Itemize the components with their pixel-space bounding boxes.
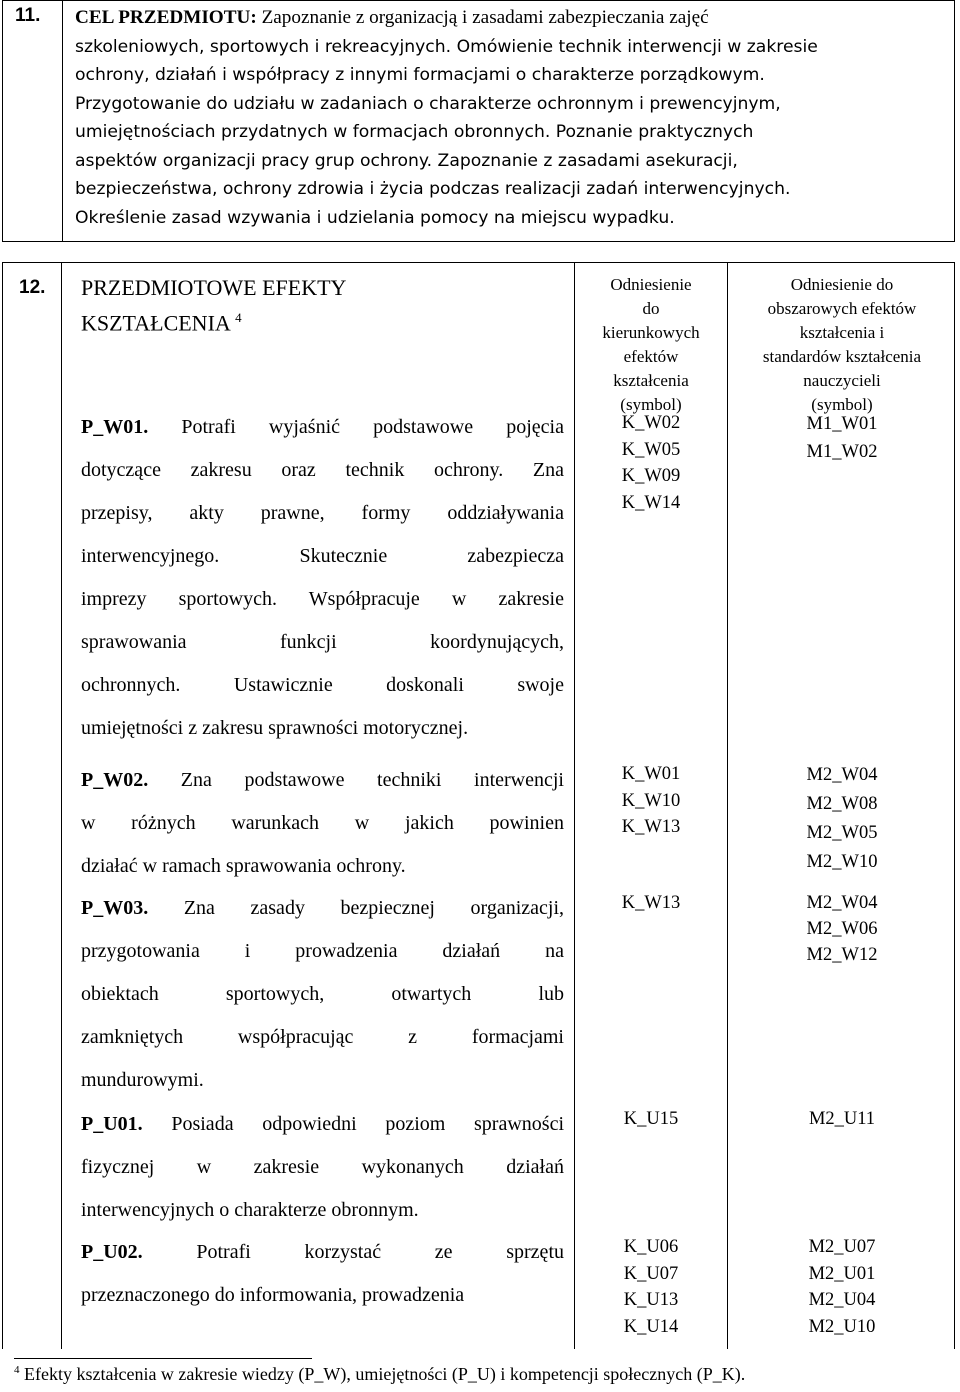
obszarowe-codes [733, 410, 951, 466]
description-line: działać w ramach sprawowania ochrony. [81, 855, 406, 877]
obszarowy-symbol: M1_W02 [806, 442, 878, 462]
kierunkowe-header-line-6: (symbol) [620, 395, 682, 414]
kierunkowy-symbol: K_W13 [621, 893, 681, 913]
effect-description-p_w02 [81, 759, 564, 888]
description-line [81, 406, 564, 449]
obszarowy-symbol: M2_W05 [806, 823, 878, 843]
obszarowy-symbol: M2_W06 [806, 919, 878, 939]
obszarowe-header-line-6: (symbol) [811, 395, 873, 414]
obszarowy-symbol: M2_U10 [808, 1316, 876, 1337]
description-line: umiejętności z zakresu sprawności motorycznej. [81, 717, 469, 739]
kierunkowe-codes [579, 1234, 723, 1340]
kierunkowe-codes [579, 761, 723, 841]
obszarowe-header-line-3: kształcenia i [799, 323, 885, 342]
section-heading [81, 273, 561, 338]
description-line [81, 1103, 564, 1146]
section-number: 11. [15, 5, 41, 26]
effect-code: P_W02. [81, 769, 149, 791]
kierunkowy-symbol: K_U07 [623, 1263, 679, 1284]
objective-line-8: Określenie zasad wzywania i udzielania pomocy na miejscu wypadku. [75, 207, 675, 228]
description-text: Posiada odpowiedni poziom sprawności [142, 1113, 564, 1135]
objective-line-1: CEL PRZEDMIOTU: Zapoznanie z organizacją i zasadami zabezpieczania zajęć [75, 7, 709, 28]
heading-line-2 [81, 303, 561, 338]
objective-line-5: umiejętnościach przydatnych w formacjach obronnych. Poznanie praktycznych [75, 122, 754, 142]
obszarowy-symbol: M2_W04 [806, 765, 878, 785]
kierunkowy-symbol: K_W14 [621, 492, 681, 513]
section-number-cell [3, 1, 63, 241]
description-line: dotyczące zakresu oraz technik ochrony. Zna [81, 459, 564, 481]
footnote [14, 1364, 745, 1385]
column-divider-3 [727, 263, 728, 1349]
objective-line-4: Przygotowanie do udziału w zadaniach o charakterze ochronnym i prewencyjnym, [75, 93, 781, 114]
obszarowy-symbol: M2_W10 [806, 852, 878, 872]
description-line: przepisy, akty prawne, formy oddziaływania [81, 502, 564, 524]
description-line: mundurowymi. [81, 1069, 204, 1091]
footnote-text: Efekty kształcenia w zakresie wiedzy (P_W), umiejętności (P_U) i kompetencji społecznych (P_K). [19, 1364, 746, 1384]
column-header-kierunkowe [579, 273, 723, 417]
kierunkowy-symbol: K_U15 [623, 1109, 679, 1129]
obszarowy-symbol: M2_U07 [808, 1237, 876, 1257]
kierunkowy-symbol: K_W01 [621, 764, 681, 784]
heading-line-1: PRZEDMIOTOWE EFEKTY [81, 275, 347, 300]
description-text: Zna zasady bezpiecznej organizacji, [148, 897, 564, 919]
description-line: fizycznej w zakresie wykonanych działań [81, 1156, 564, 1178]
kierunkowy-symbol: K_U13 [623, 1290, 679, 1310]
obszarowy-symbol: M2_W08 [806, 794, 878, 814]
objective-line-6: aspektów organizacji pracy grup ochrony. Zapoznanie z zasadami asekuracji, [75, 150, 738, 171]
obszarowy-symbol: M2_U04 [808, 1290, 876, 1310]
description-text: Potrafi korzystać ze sprzętu [142, 1241, 564, 1263]
effect-description-p_u02 [81, 1231, 564, 1317]
kierunkowy-symbol: K_W13 [621, 817, 681, 837]
obszarowy-symbol: M2_U11 [808, 1109, 876, 1129]
description-line: obiektach sportowych, otwartych lub [81, 983, 564, 1005]
column-divider-2 [574, 263, 575, 1349]
kierunkowe-header-line-5: kształcenia [613, 371, 689, 390]
description-line [81, 887, 564, 930]
kierunkowe-codes [579, 890, 723, 917]
effect-description-p_u01 [81, 1103, 564, 1232]
objective-line-2: szkoleniowych, sportowych i rekreacyjnych. Omówienie technik interwencji w zakresie [75, 36, 818, 57]
description-line: imprezy sportowych. Współpracuje w zakresie [81, 588, 564, 610]
obszarowy-symbol: M2_W04 [806, 893, 878, 913]
kierunkowy-symbol: K_W10 [621, 790, 681, 811]
footnote-number: 4 [14, 1364, 20, 1376]
description-line: przygotowania i prowadzenia działań na [81, 940, 564, 962]
obszarowe-codes [733, 890, 951, 968]
effect-code: P_U02. [81, 1241, 143, 1263]
effect-code: P_W01. [81, 416, 149, 438]
section-12-table [2, 262, 955, 1349]
description-line: ochronnych. Ustawicznie doskonali swoje [81, 674, 564, 696]
description-line: zamkniętych współpracując z formacjami [81, 1026, 564, 1048]
kierunkowe-codes [579, 410, 723, 516]
kierunkowy-symbol: K_U14 [623, 1316, 679, 1337]
description-line: interwencyjnego. Skutecznie zabezpiecza [81, 545, 564, 567]
obszarowe-header-line-4: standardów kształcenia [762, 347, 922, 366]
objective-line-7: bezpieczeństwa, ochrony zdrowia i życia podczas realizacji zadań interwencyjnych. [75, 179, 791, 199]
description-line: sprawowania funkcji koordynujących, [81, 631, 564, 653]
obszarowe-codes [733, 1234, 951, 1340]
objective-line-3: ochrony, działań i współpracy z innymi formacjami o charakterze porządkowym. [75, 65, 765, 85]
kierunkowe-header-line-2: do [642, 299, 660, 318]
column-divider-1 [61, 263, 62, 1349]
description-line: przeznaczonego do informowania, prowadzenia [81, 1284, 465, 1306]
kierunkowy-symbol: K_W05 [621, 439, 681, 460]
objective-line-1-rest: Zapoznanie z organizacją i zasadami zabezpieczania zajęć [256, 7, 709, 28]
description-line [81, 759, 564, 802]
kierunkowy-symbol: K_U06 [623, 1237, 679, 1257]
description-text: Potrafi wyjaśnić podstawowe pojęcia [148, 416, 564, 438]
kierunkowe-codes [579, 1106, 723, 1133]
description-text: Zna podstawowe techniki interwencji [148, 769, 564, 791]
footnote-separator [14, 1358, 312, 1359]
kierunkowy-symbol: K_W02 [621, 413, 681, 433]
obszarowy-symbol: M1_W01 [806, 414, 878, 434]
effect-code: P_U01. [81, 1113, 143, 1135]
description-line: w różnych warunkach w jakich powinien [81, 812, 564, 834]
effect-description-p_w03 [81, 887, 564, 1102]
effect-code: P_W03. [81, 897, 149, 919]
heading-line-2-text: KSZTAŁCENIA [81, 310, 230, 336]
description-line: interwencyjnych o charakterze obronnym. [81, 1199, 419, 1221]
column-header-obszarowe [733, 273, 951, 417]
obszarowe-header-line-1: Odniesienie do [790, 275, 894, 294]
footnote-ref: 4 [235, 310, 242, 325]
obszarowe-header-line-2: obszarowych efektów [767, 299, 917, 318]
kierunkowe-header-line-3: kierunkowych [602, 323, 700, 342]
effect-description-p_w01 [81, 406, 564, 750]
kierunkowe-header-line-4: efektów [623, 347, 679, 366]
kierunkowe-header-line-1: Odniesienie [610, 275, 692, 294]
kierunkowy-symbol: K_W09 [621, 466, 681, 486]
obszarowy-symbol: M2_U01 [808, 1263, 876, 1284]
obszarowe-codes [733, 1106, 951, 1133]
obszarowy-symbol: M2_W12 [806, 945, 878, 965]
section-number: 12. [19, 277, 46, 298]
obszarowe-header-line-5: nauczycieli [803, 371, 881, 390]
description-line [81, 1231, 564, 1274]
course-objective-text [75, 4, 945, 232]
obszarowe-codes [733, 761, 951, 877]
section-11-box [2, 0, 955, 242]
